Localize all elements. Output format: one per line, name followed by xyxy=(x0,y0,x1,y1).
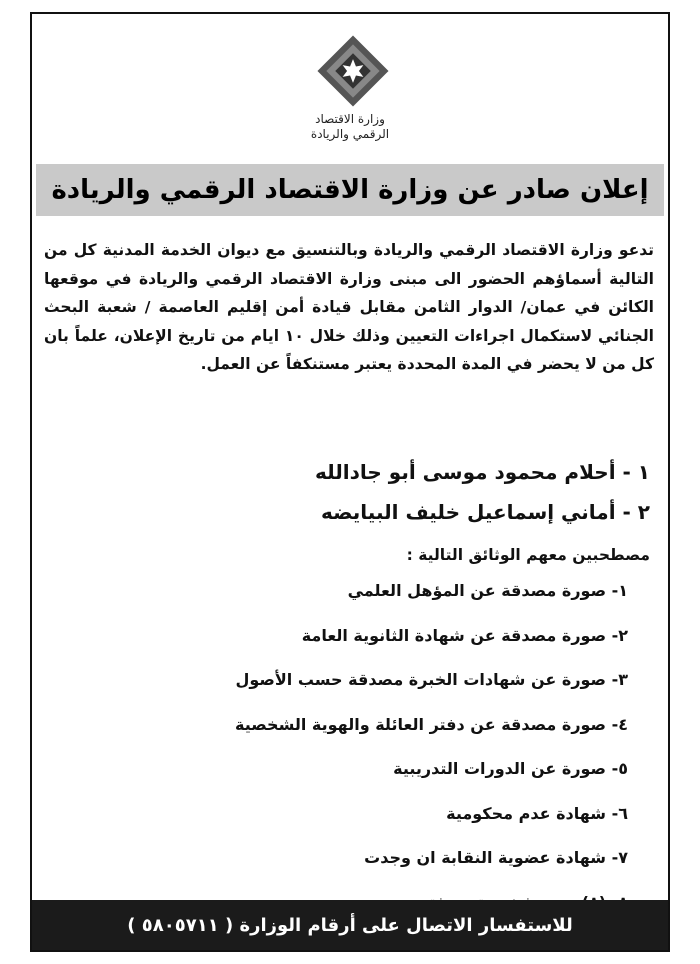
candidate-name-1: ١ - أحلام محمود موسى أبو جادالله xyxy=(315,460,650,484)
document-item-4: ٤- صورة مصدقة عن دفتر العائلة والهوية الشخصية xyxy=(235,714,628,734)
document-item-5: ٥- صورة عن الدورات التدريبية xyxy=(393,759,628,778)
document-item-6: ٦- شهادة عدم محكومية xyxy=(446,803,628,823)
ministry-name xyxy=(32,112,668,142)
document-item-2: ٢- صورة مصدقة عن شهادة الثانوية العامة xyxy=(301,625,628,645)
ministry-name-line2: الرقمي والريادة xyxy=(310,127,390,141)
contact-footer xyxy=(32,900,668,950)
ministry-name-line1: وزارة الاقتصاد xyxy=(315,112,385,126)
document-item-1: ١- صورة مصدقة عن المؤهل العلمي xyxy=(347,581,628,600)
document-item-7: ٧- شهادة عضوية النقابة ان وجدت xyxy=(364,848,628,867)
announcement-title: إعلان صادر عن وزارة الاقتصاد الرقمي والريادة xyxy=(51,175,649,205)
documents-list xyxy=(108,576,628,932)
document-item-3: ٣- صورة عن شهادات الخبرة مصدقة حسب الأصول xyxy=(235,670,628,689)
documents-intro: مصطحبين معهم الوثائق التالية : xyxy=(406,546,650,564)
announcement-body: تدعو وزارة الاقتصاد الرقمي والريادة وبالتنسيق مع ديوان الخدمة المدنية كل من التالية أسماؤهم الحضور الى مبنى وزارة الاقتصاد الرقمي والريادة في موقعها الكائن في عمان/ الدوار الثامن مقابل قيادة أمن إقليم العاصمة / شعبة البحث الجنائي لاستكمال اجراءات التعيين وذلك خلال ١٠ ايام من تاريخ الإعلان، علماً بان كل من لا يحضر في المدة المحددة يعتبر مستنكفاً عن العمل. xyxy=(44,241,654,373)
candidate-name-2: ٢ - أماني إسماعيل خليف البيايضه xyxy=(320,500,650,524)
ministry-logo-icon xyxy=(316,34,390,108)
contact-text: للاستفسار الاتصال على أرقام الوزارة ( ٥٨٠٥٧١١ ) xyxy=(127,914,573,936)
announcement-header xyxy=(36,164,664,216)
announcement-frame xyxy=(30,12,670,952)
